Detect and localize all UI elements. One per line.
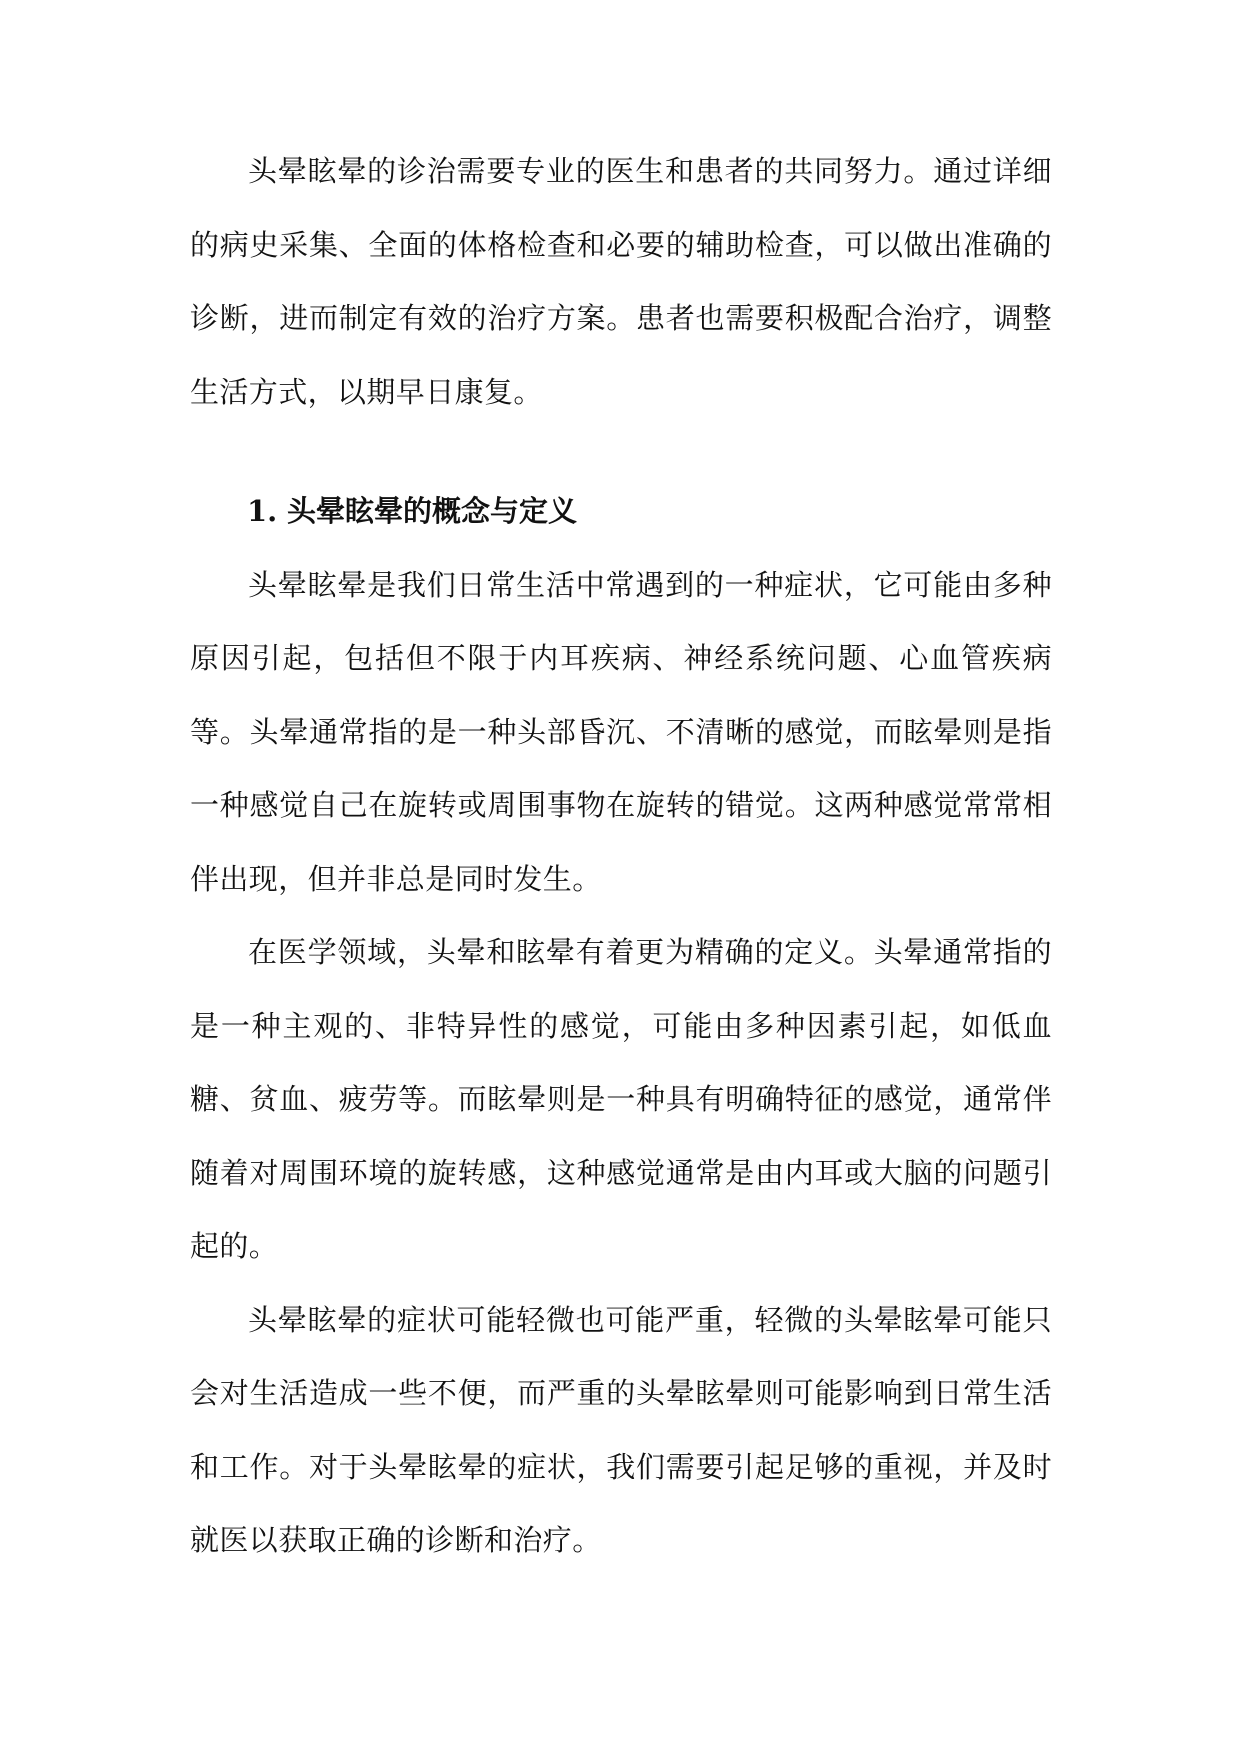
intro-paragraph: 头晕眩晕的诊治需要专业的医生和患者的共同努力。通过详细的病史采集、全面的体格检查和必要的辅助检查，可以做出准确的诊断，进而制定有效的治疗方案。患者也需要积极配合治疗，调整生活方式，以期早日康复。	[190, 154, 1052, 409]
body-paragraph-3: 头晕眩晕的症状可能轻微也可能严重，轻微的头晕眩晕可能只会对生活造成一些不便，而严重的头晕眩晕则可能影响到日常生活和工作。对于头晕眩晕的症状，我们需要引起足够的重视，并及时就医以获取正确的诊断和治疗。	[190, 1302, 1052, 1557]
body-paragraph-2: 在医学领域，头晕和眩晕有着更为精确的定义。头晕通常指的是一种主观的、非特异性的感觉，可能由多种因素引起，如低血糖、贫血、疲劳等。而眩晕则是一种具有明确特征的感觉，通常伴随着对周围环境的旋转感，这种感觉通常是由内耳或大脑的问题引起的。	[190, 935, 1052, 1263]
document-page	[190, 135, 1052, 1578]
body-paragraph-1: 头晕眩晕是我们日常生活中常遇到的一种症状，它可能由多种原因引起，包括但不限于内耳疾病、神经系统问题、心血管疾病等。头晕通常指的是一种头部昏沉、不清晰的感觉，而眩晕则是指一种感觉自己在旋转或周围事物在旋转的错觉。这两种感觉常常相伴出现，但并非总是同时发生。	[190, 567, 1052, 896]
section-heading	[190, 475, 1052, 549]
section-number: 1.	[247, 494, 278, 528]
section-title: 头晕眩晕的概念与定义	[287, 494, 578, 528]
